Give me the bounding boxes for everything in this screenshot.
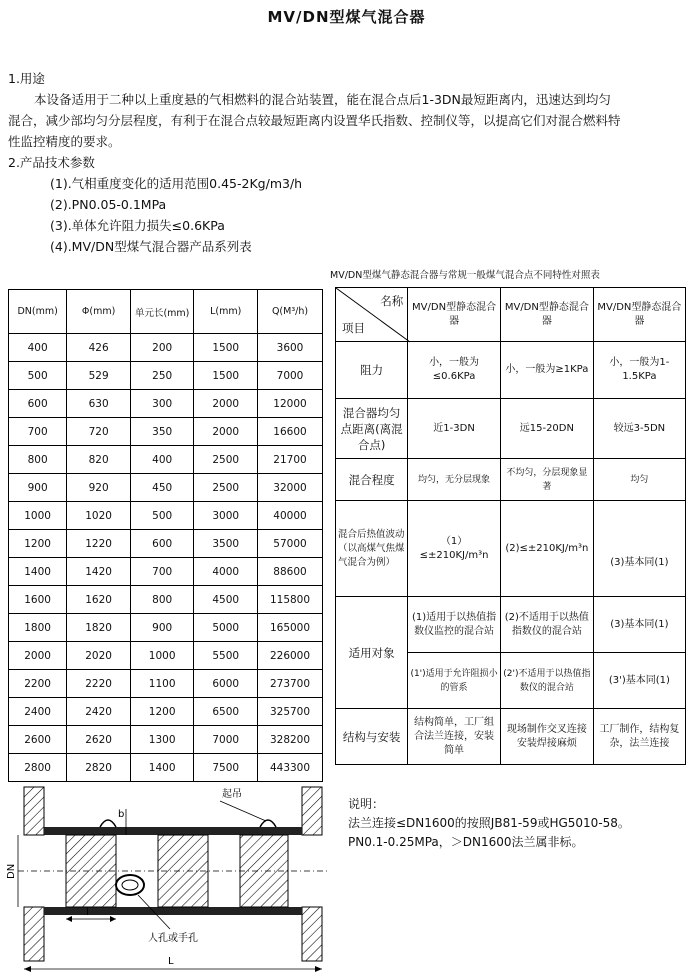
spec-cell: 1600 [9,586,67,614]
target-c3b: (3')基本同(1) [593,653,685,709]
spec-cell: 500 [130,502,193,530]
spec-cell: 2420 [67,698,131,726]
spec-cell: 325700 [258,698,323,726]
notes-line-1: 法兰连接≤DN1600的按照JB81-59或HG5010-58。 [348,816,630,830]
heat-label: 混合后热值波动（以高煤气焦煤气混合为例） [336,501,408,597]
spec-cell: 16600 [258,418,323,446]
degree-c2: 不均匀，分层现象显著 [500,459,593,501]
spec-row [9,614,323,642]
target-c2a: (2)不适用于以热值指数仪的混合站 [500,597,593,653]
param-1: (1).气相重度变化的适用范围0.45-2Kg/m3/h [50,176,303,191]
spec-cell: 1200 [9,530,67,558]
label-b: b [118,809,125,820]
spec-cell: 40000 [258,502,323,530]
compare-corner-cell [336,288,408,342]
structure-c2: 现场制作交叉连接安装焊接麻烦 [500,709,593,765]
spec-cell: 2800 [9,754,67,782]
spec-cell: 2000 [194,418,258,446]
spec-cell: 21700 [258,446,323,474]
spec-cell: 2820 [67,754,131,782]
spec-cell: 920 [67,474,131,502]
structure-c3: 工厂制作，结构复杂，法兰连接 [593,709,685,765]
spec-cell: 400 [130,446,193,474]
spec-cell: 450 [130,474,193,502]
param-3: (3).单体允许阻力损失≤0.6KPa [50,218,225,233]
spec-cell: 1820 [67,614,131,642]
spec-cell: 3500 [194,530,258,558]
spec-row [9,446,323,474]
usage-line-1: 本设备适用于二种以上重度悬的气相燃料的混合站装置，能在混合点后1-3DN最短距离内，迅速达到均匀 [34,92,611,107]
spec-cell: 5000 [194,614,258,642]
target-c1a: (1)适用于以热值指数仪监控的混合站 [408,597,501,653]
spec-row [9,474,323,502]
label-dn: DN [6,863,17,879]
spec-cell: 165000 [258,614,323,642]
lifting-leader [220,801,266,821]
spec-cell: 273700 [258,670,323,698]
spec-row [9,530,323,558]
resistance-c3: 小，一般为1-1.5KPa [593,342,685,399]
spec-cell: 226000 [258,642,323,670]
notes [348,795,630,852]
spec-cell: 443300 [258,754,323,782]
param-4: (4).MV/DN型煤气混合器产品系列表 [50,239,252,254]
spec-cell: 115800 [258,586,323,614]
left-flange-top [24,787,44,835]
distance-c3: 较远3-5DN [593,399,685,459]
distance-c1: 近1-3DN [408,399,501,459]
params-heading: 2.产品技术参数 [8,155,95,170]
usage-heading: 1.用途 [8,71,45,86]
spec-cell: 2620 [67,726,131,754]
big-l-arrow-left [24,966,31,972]
degree-c3: 均匀 [593,459,685,501]
spec-row [9,670,323,698]
heat-c2: (2)≤±210KJ/m³n [500,501,593,597]
usage-line-2: 混合，减少部均匀分层程度，有利于在混合点较最短距离内设置华氏指数、控制仪等，以提高它们对混合燃料特 [8,113,621,128]
resistance-label: 阻力 [336,342,408,399]
compare-row-resistance [336,342,686,399]
target-c1b: (1')适用于允许阻损小的管系 [408,653,501,709]
right-flange-top [302,787,322,835]
spec-cell: 2020 [67,642,131,670]
compare-col-1: MV/DN型静态混合器 [408,288,501,342]
heat-c3: (3)基本同(1) [593,501,685,597]
spec-cell: 88600 [258,558,323,586]
compare-row-degree [336,459,686,501]
spec-row [9,726,323,754]
pipe-wall-top [44,827,302,835]
label-l-small: l [86,907,89,918]
spec-cell: 1500 [194,362,258,390]
spec-row [9,334,323,362]
spec-cell: 720 [67,418,131,446]
spec-cell: 529 [67,362,131,390]
target-c2b: (2')不适用于以热值指数仪的混合站 [500,653,593,709]
spec-cell: 7000 [194,726,258,754]
spec-cell: 5500 [194,642,258,670]
spec-cell: 57000 [258,530,323,558]
spec-table [8,289,323,782]
spec-cell: 600 [9,390,67,418]
compare-caption: MV/DN型煤气静态混合器与常规一般煤气混合点不同特性对照表 [330,270,600,281]
spec-cell: 2600 [9,726,67,754]
spec-cell: 7000 [258,362,323,390]
spec-cell: 800 [9,446,67,474]
label-l-big: L [168,956,174,967]
l-arrow-left [66,916,72,922]
spec-cell: 1000 [130,642,193,670]
spec-cell: 800 [130,586,193,614]
compare-header-row [336,288,686,342]
compare-table [335,287,686,765]
usage-line-3: 性监控精度的要求。 [8,134,121,149]
spec-cell: 1420 [67,558,131,586]
spec-cell: 3600 [258,334,323,362]
spec-cell: 250 [130,362,193,390]
compare-col-2: MV/DN型静态混合器 [500,288,593,342]
spec-cell: 2220 [67,670,131,698]
structure-label: 结构与安装 [336,709,408,765]
spec-cell: 2200 [9,670,67,698]
manhole [116,875,144,895]
spec-cell: 6000 [194,670,258,698]
spec-row [9,558,323,586]
compare-row-distance [336,399,686,459]
spec-cell: 328200 [258,726,323,754]
spec-row [9,754,323,782]
degree-c1: 均匀，无分层现象 [408,459,501,501]
spec-cell: 1000 [9,502,67,530]
spec-row [9,362,323,390]
spec-cell: 426 [67,334,131,362]
param-2: (2).PN0.05-0.1MPa [50,197,167,212]
spec-row [9,390,323,418]
distance-c2: 远15-20DN [500,399,593,459]
spec-body [9,334,323,782]
spec-cell: 2500 [194,446,258,474]
compare-col-3: MV/DN型静态混合器 [593,288,685,342]
corner-top-label: 名称 [380,294,404,308]
spec-cell: 1020 [67,502,131,530]
label-hole: 人孔或手孔 [148,933,198,944]
spec-cell: 3000 [194,502,258,530]
spec-cell: 300 [130,390,193,418]
spec-header-q: Q(M³/h) [258,290,323,334]
spec-cell: 900 [9,474,67,502]
spec-cell: 1500 [194,334,258,362]
spec-cell: 600 [130,530,193,558]
spec-cell: 700 [9,418,67,446]
pipe-wall-bottom [44,907,302,915]
compare-row-structure [336,709,686,765]
corner-bottom-label: 项目 [342,321,365,335]
target-label: 适用对象 [336,597,408,709]
spec-row [9,502,323,530]
spec-cell: 500 [9,362,67,390]
compare-row-heat [336,501,686,597]
distance-label: 混合器均匀点距离(离混合点) [336,399,408,459]
spec-cell: 1800 [9,614,67,642]
spec-cell: 200 [130,334,193,362]
spec-cell: 700 [130,558,193,586]
spec-cell: 2400 [9,698,67,726]
spec-cell: 630 [67,390,131,418]
label-lifting: 起吊 [222,789,242,800]
spec-cell: 350 [130,418,193,446]
spec-cell: 7500 [194,754,258,782]
page-title: MV/DN型煤气混合器 [267,8,426,26]
spec-row [9,642,323,670]
notes-line-2: PN0.1-0.25MPa，＞DN1600法兰属非标。 [348,835,584,849]
spec-header-unit: 单元长(mm) [130,290,193,334]
spec-cell: 12000 [258,390,323,418]
spec-cell: 1300 [130,726,193,754]
target-c3a: (3)基本同(1) [593,597,685,653]
spec-header-l: L(mm) [194,290,258,334]
spec-cell: 1620 [67,586,131,614]
spec-cell: 900 [130,614,193,642]
spec-cell: 4000 [194,558,258,586]
spec-header-phi: Φ(mm) [67,290,131,334]
spec-cell: 400 [9,334,67,362]
lifting-lug-2 [260,820,276,827]
heat-c1: （1）≤±210KJ/m³n [408,501,501,597]
lifting-lug-1 [100,820,116,827]
resistance-c1: 小，一般为≤0.6KPa [408,342,501,399]
degree-label: 混合程度 [336,459,408,501]
compare-row-target-a [336,597,686,653]
spec-cell: 820 [67,446,131,474]
spec-row [9,698,323,726]
notes-heading: 说明： [348,797,385,811]
structure-c1: 结构简单，工厂组合法兰连接，安装简单 [408,709,501,765]
spec-header-dn: DN(mm) [9,290,67,334]
spec-cell: 1400 [9,558,67,586]
spec-header-row [9,290,323,334]
l-arrow-right [110,916,116,922]
spec-row [9,418,323,446]
spec-cell: 32000 [258,474,323,502]
spec-cell: 1400 [130,754,193,782]
spec-cell: 6500 [194,698,258,726]
spec-row [9,586,323,614]
spec-cell: 1220 [67,530,131,558]
spec-cell: 4500 [194,586,258,614]
spec-cell: 2000 [9,642,67,670]
spec-cell: 2000 [194,390,258,418]
left-flange-bottom [24,907,44,961]
spec-cell: 1100 [130,670,193,698]
right-flange-bottom [302,907,322,961]
spec-cell: 2500 [194,474,258,502]
mixer-drawing [8,783,338,977]
spec-cell: 1200 [130,698,193,726]
resistance-c2: 小，一般为≥1KPa [500,342,593,399]
big-l-arrow-right [315,966,322,972]
